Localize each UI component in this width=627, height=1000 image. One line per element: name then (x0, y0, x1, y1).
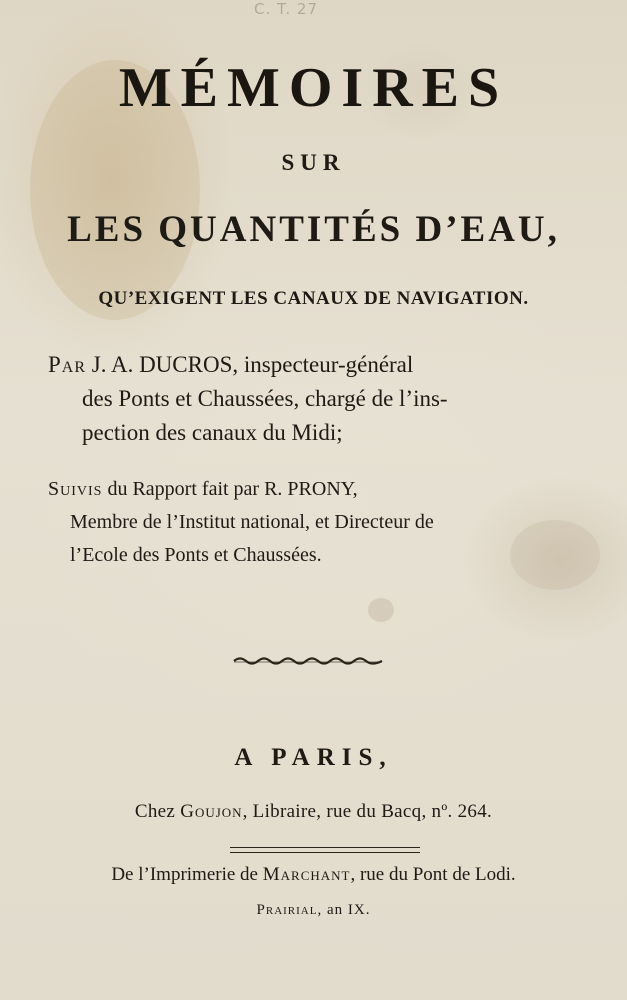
double-rule (230, 847, 420, 853)
ornament-divider (232, 655, 384, 667)
foxing-spot (368, 598, 394, 622)
title-quantites: LES QUANTITÉS D’EAU, (67, 209, 560, 250)
imprint-city: A PARIS, (234, 744, 393, 771)
author-name: J. A. DUCROS (91, 352, 233, 377)
chez-prefix: Chez (134, 801, 176, 822)
publisher-line (0, 801, 627, 823)
suivis-rest: du Rapport fait par R. PRONY, (102, 478, 358, 500)
suivis-line-3: l’Ecole des Ponts et Chaussées. (70, 544, 322, 566)
suivis-prefix: Suivis (48, 478, 103, 500)
author-line-3: pection des canaux du Midi; (82, 420, 343, 445)
date-month: Prairial (256, 902, 318, 918)
printer-line (0, 864, 627, 886)
date-line (0, 902, 627, 919)
printer-address: , rue du Pont de Lodi. (350, 864, 516, 885)
suivis-line-2: Membre de l’Institut national, et Directeur de (70, 511, 434, 533)
author-line-1 (48, 352, 413, 378)
printer-name: Marchant (262, 864, 351, 885)
foxing-stain (510, 520, 600, 590)
title-main: MÉMOIRES (118, 57, 509, 119)
printer-prefix: De l’Imprimerie de (111, 864, 258, 885)
date-year: , an IX. (317, 902, 371, 918)
suivis-line-1 (48, 478, 358, 501)
title-sur: SUR (281, 150, 346, 175)
pencil-shelfmark: C. T. 27 (254, 0, 319, 18)
publisher-name: Goujon (180, 801, 243, 822)
author-prefix: Par (48, 352, 87, 377)
publisher-address: , Libraire, rue du Bacq, nº. 264. (242, 801, 493, 822)
author-role: , inspecteur-général (232, 352, 414, 377)
title-canaux: QU’EXIGENT LES CANAUX DE NAVIGATION. (98, 288, 529, 309)
author-line-2: des Ponts et Chaussées, chargé de l’ins- (82, 386, 448, 411)
